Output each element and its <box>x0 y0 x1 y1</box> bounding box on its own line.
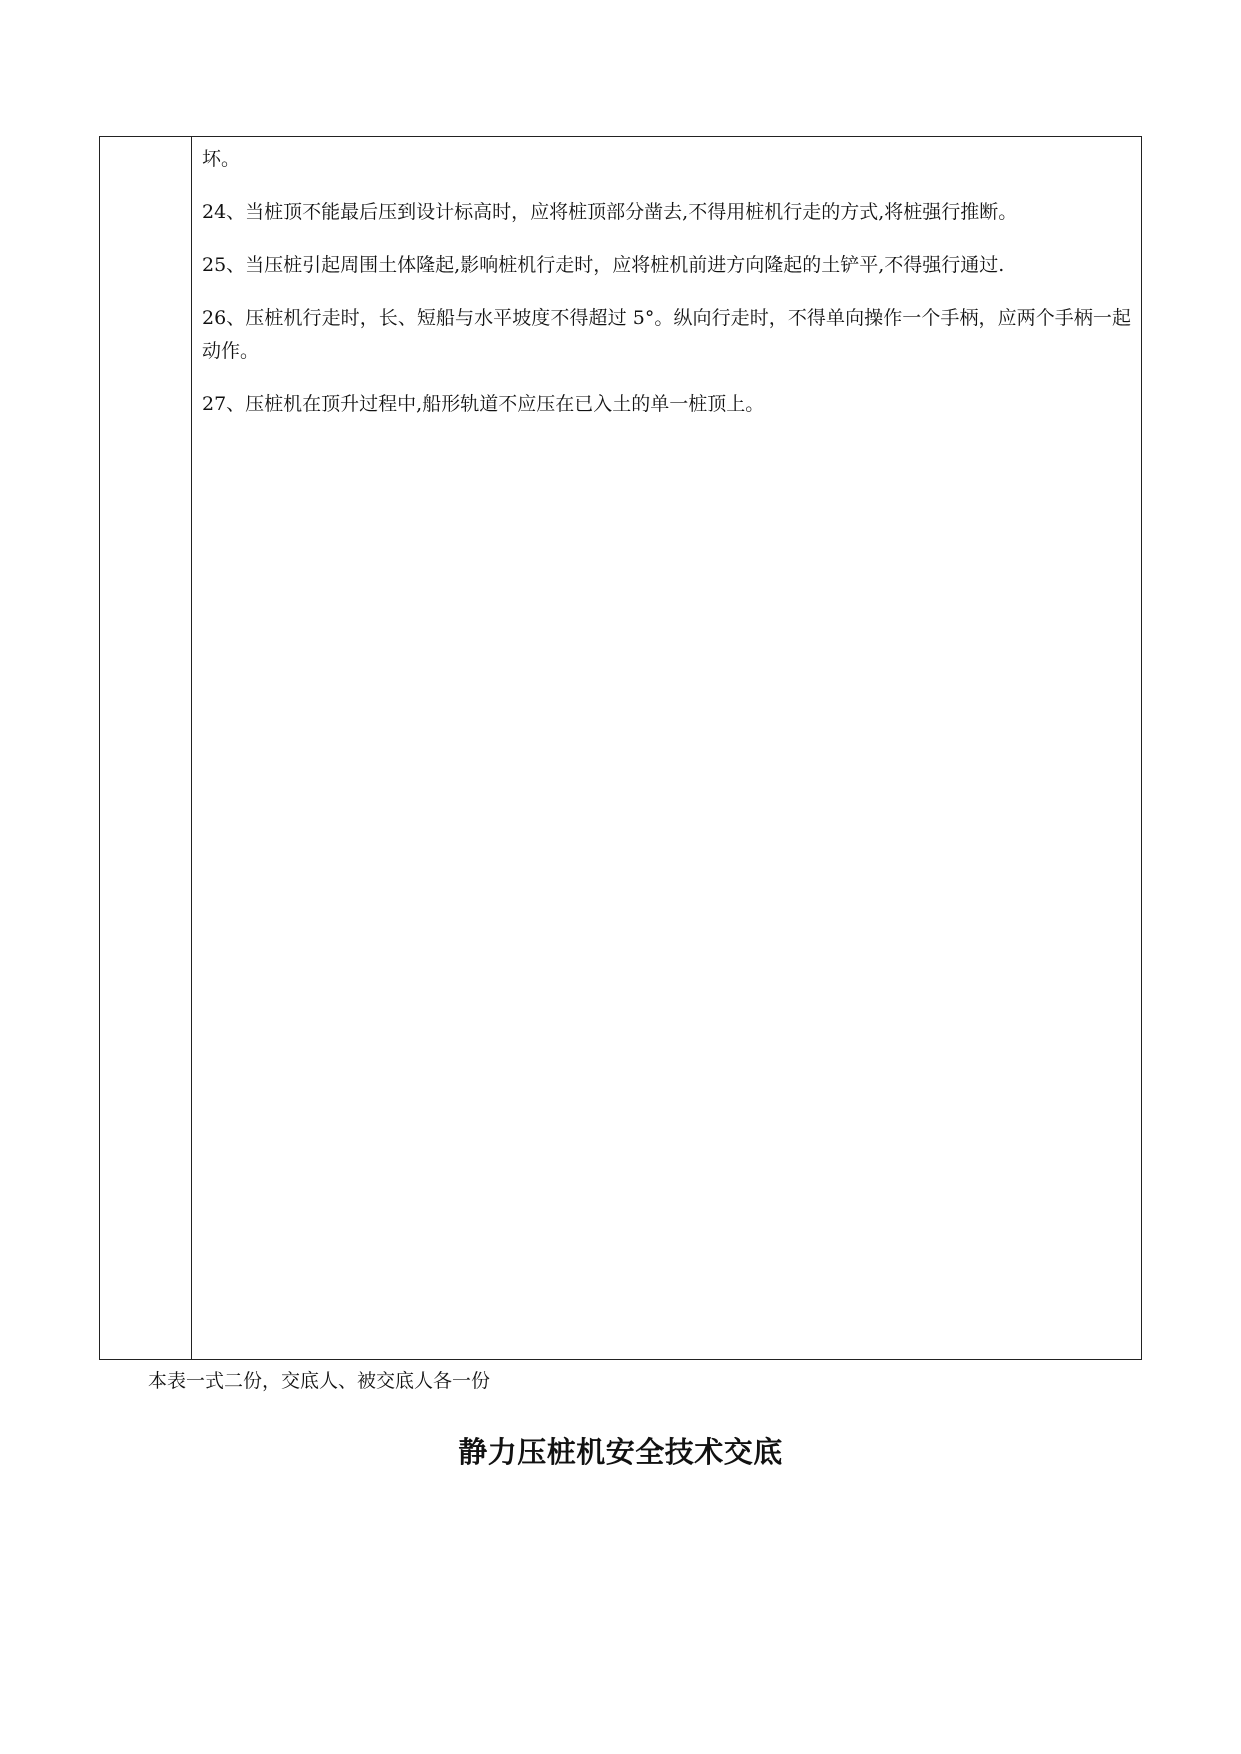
table-footnote: 本表一式二份，交底人、被交底人各一份 <box>148 1370 491 1392</box>
clause-continuation: 坏。 <box>202 148 241 170</box>
table-label-column <box>100 137 192 1359</box>
clause-25: 25、当压桩引起周围土体隆起,影响桩机行走时，应将桩机前进方向隆起的土铲平,不得强行通过. <box>202 254 1005 276</box>
clause-26: 26、压桩机行走时，长、短船与水平坡度不得超过 5°。纵向行走时，不得单向操作一个手柄，应两个手柄一起动作。 <box>202 307 1131 362</box>
document-title: 静力压桩机安全技术交底 <box>458 1435 783 1469</box>
clause-24: 24、当桩顶不能最后压到设计标高时，应将桩顶部分凿去,不得用桩机行走的方式,将桩强行推断。 <box>202 201 1018 223</box>
table-content-cell <box>192 137 1141 1359</box>
disclosure-table <box>99 136 1142 1360</box>
clause-27: 27、压桩机在顶升过程中,船形轨道不应压在已入土的单一桩顶上。 <box>202 393 765 415</box>
